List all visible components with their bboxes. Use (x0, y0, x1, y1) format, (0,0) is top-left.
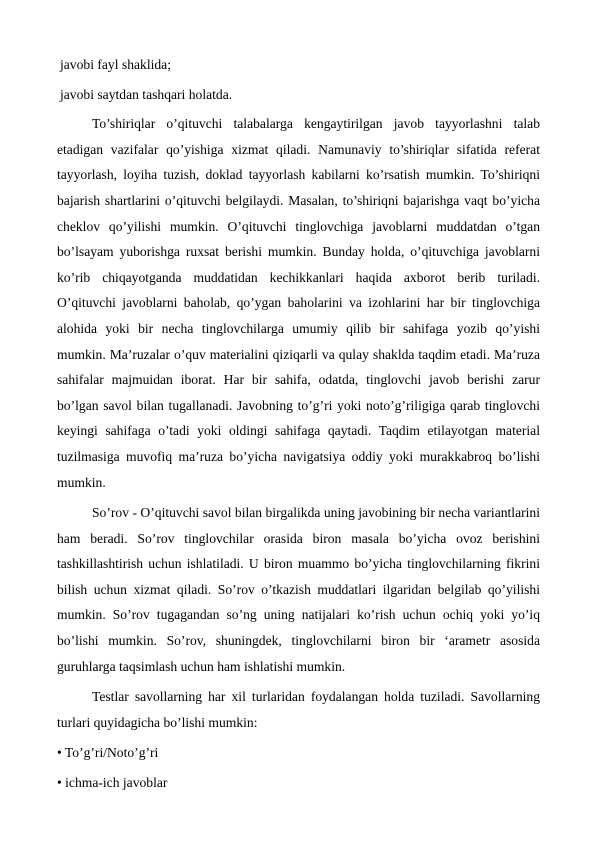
paragraph-assignments: To’shiriqlar o’qituvchi talabalarga kengaytirilgan javob tayyorlashni talab etadigan vazifalar qo’yishiga xizmat qiladi. Namunaviy to’shiriqlar sifatida referat tayyorlash, loyiha tuzish, doklad tayyorlash kabilarni ko’rsatish mumkin. To’shiriqni bajarish shartlarini o’qituvchi belgilaydi. Masalan, to’shiriqni bajarishga vaqt bo’yicha cheklov qo’yilishi mumkin. O’qituvchi tinglovchiga javoblarni muddatdan o’tgan bo’lsayam yuborishga ruxsat berishi mumkin. Bunday holda, o’qituvchiga javoblarni ko’rib chiqayotganda muddatidan kechikkanlari haqida axborot berib turiladi. O’qituvchi javoblarni baholab, qo’ygan baholarini va izohlarini har bir tinglovchiga alohida yoki bir necha tinglovchilarga umumiy qilib bir sahifaga yozib qo’yishi mumkin. Ma’ruzalar o’quv materialini qiziqarli va qulay shaklda taqdim etadi. Ma’ruza sahifalar majmuidan iborat. Har bir sahifa, odatda, tinglovchi javob berishi zarur bo’lgan savol bilan tugallanadi. Javobning to’g’ri yoki noto’g’riligiga qarab tinglovchi keyingi sahifaga o’tadi yoki oldingi sahifaga qaytadi. Taqdim etilayotgan material tuzilmasiga muvofiq ma’ruza bo’yicha navigatsiya oddiy yoki murakkabroq bo’lishi mumkin. (57, 116, 540, 490)
bullet-nested-answers: • ichma-ich javoblar (57, 775, 168, 791)
list-line-file-answer: javobi fayl shaklida; (60, 57, 171, 72)
paragraph-tests: Testlar savollarning har xil turlaridan foydalangan holda tuziladi. Savollarning turlari quyidagicha bo’lishi mumkin: (57, 689, 540, 730)
list-line-offsite-answer: javobi saytdan tashqari holatda. (60, 86, 233, 102)
bullet-true-false: • To’g’ri/Noto’g’ri (57, 745, 159, 761)
document-body (57, 52, 540, 800)
paragraph-survey: So’rov - O’qituvchi savol bilan birgalikda uning javobining bir necha variantlarini ham beradi. So’rov tinglovchilar orasida biron masala bo’yicha ovoz berishini tashkillashtirish uchun ishlatiladi. U biron muammo bo’yicha tinglovchilarning fikrini bilish uchun xizmat qiladi. So’rov o’tkazish muddatlari ilgaridan belgilab qo’yilishi mumkin. So’rov tugagandan so’ng uning natijalari ko’rish uchun ochiq yoki yo’iq bo’lishi mumkin. So’rov, shuningdek, tinglovchilarni biron bir ‘arametr asosida guruhlarga taqsimlash uchun ham ishlatishi mumkin. (57, 505, 540, 674)
